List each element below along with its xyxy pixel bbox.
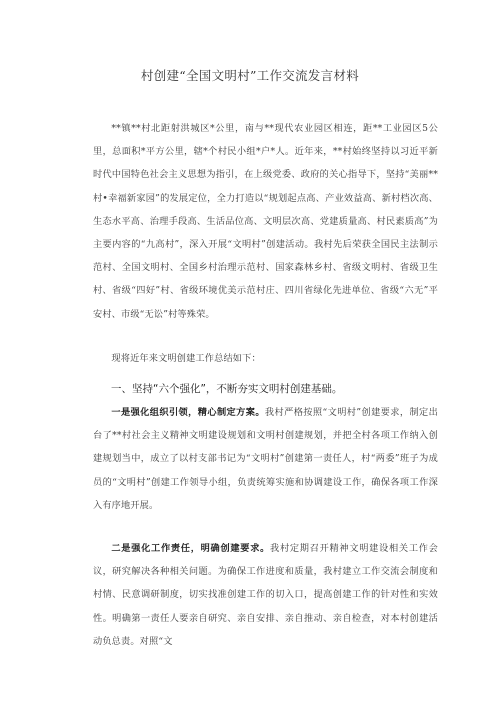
item-body-1: 我村严格按照“文明村”创建要求，制定出台了**村社会主义精神文明建设规划和文明村创建规划，并把全村各项工作纳入创建规划当中，成立了以村支部书记为“文明村”创建第一责任人，村“两委”班子为成员的“文明村”创建工作领导小组，负责统筹实施和协调建设工作，确保各项工作深入有序地开展。 <box>93 407 438 511</box>
section-heading: 一、坚持“六个强化”，不断夯实文明村创建基础。 <box>111 383 343 395</box>
item-lead-1: 一是强化组织引领，精心制定方案。 <box>111 407 265 418</box>
intro-paragraph: **镇**村北距射洪城区*公里，南与**现代农业园区相连，距**工业园区5公里，总面积*平方公里，辖*个村民小组*户*人。近年来，**村始终坚持以习近平新时代中国特色社会主义思想为指引，在上级党委、政府的关心指导下，坚持“美丽**村•幸福新家园”的发展定位，全力打造以“规划起点高、产业效益高、新村档次高、生态水平高、治理手段高、生活品位高、文明层次高、党建质量高、村民素质高”为主要内容的“九高村”，深入开展“文明村”创建活动。我村先后荣获全国民主法制示范村、全国文明村、全国乡村治理示范村、国家森林乡村、省级文明村、省级卫生村、省级“四好”村、省级环境优美示范村庄、四川省绿化先进单位、省级“六无”平安村、市级“无讼”村等殊荣。 <box>93 123 438 320</box>
item-paragraph-2 <box>93 537 438 653</box>
item-body-2: 我村定期召开精神文明建设相关工作会议，研究解决各种相关问题。为确保工作进度和质量，我村建立工作交流会制度和村情、民意调研制度，切实找准创建工作的切入口，提高创建工作的针对性和实效性。明确第一责任人要亲自研究、亲自安排、亲自推动、亲自检查，对本村创建活动负总责。对照“文 <box>93 543 438 647</box>
document-title: 村创建“全国文明村”工作交流发言材料 <box>140 68 360 83</box>
summary-line: 现将近年来文明创建工作总结如下： <box>111 353 261 364</box>
item-lead-2: 二是强化工作责任，明确创建要求。 <box>111 543 271 554</box>
item-paragraph-1 <box>93 401 438 517</box>
